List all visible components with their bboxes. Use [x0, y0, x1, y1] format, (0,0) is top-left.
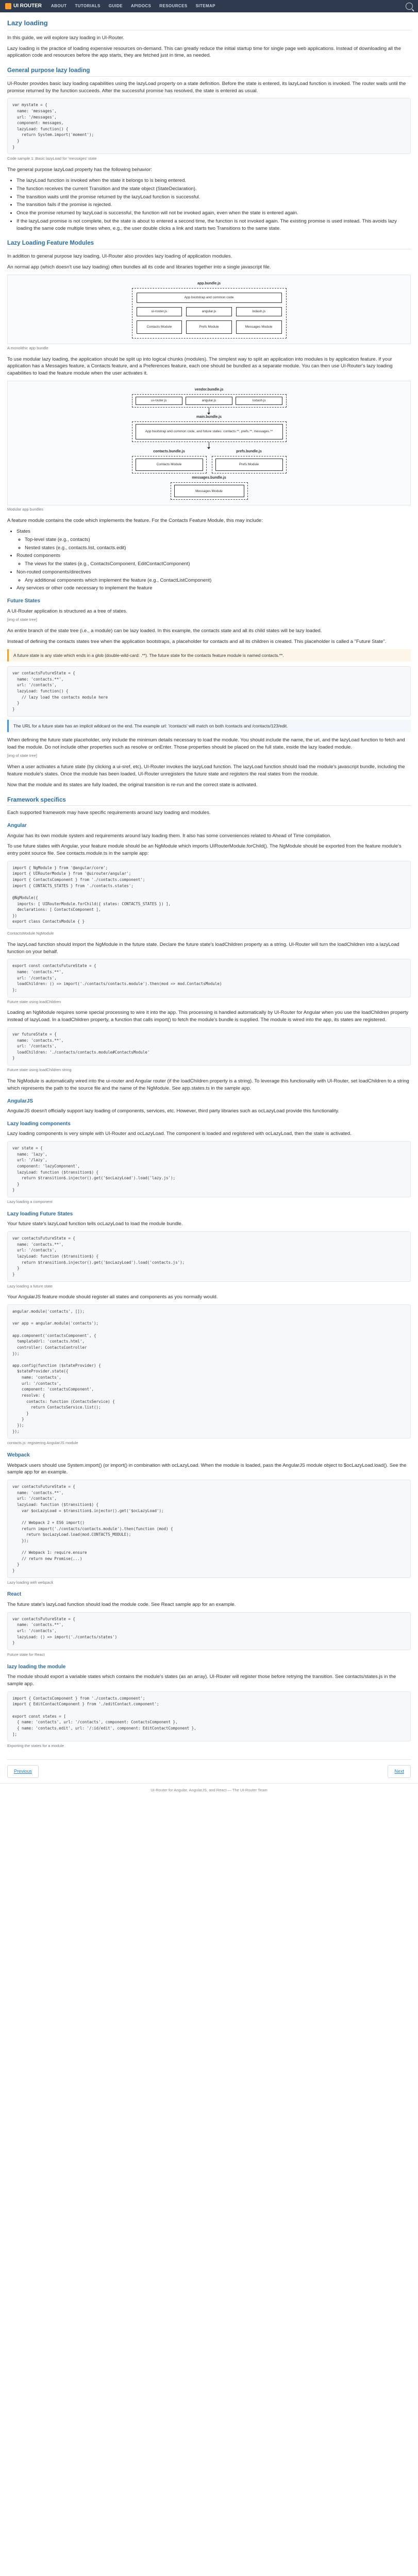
code-block-future-state: var contactsFutureState = { name: 'contacts.**', url: '/contacts', lazyLoad: function() { // lazy load the contacts module here } }	[7, 666, 411, 716]
react-paragraph-1: The future state's lazyLoad function should load the module code. See React sample app for an example.	[7, 1601, 236, 1607]
angular-paragraph-4: Loading an NgModule requires some special processing to wire it into the app. This processing is handled automatically by UI-Router for Angular when you use the loadChildren property instead of lazyLoad. In a loadChildren property, a function that calls import() to fetch the module's bundle is supplied. The module is wired into the app, its states are registered.	[7, 1010, 409, 1023]
nav-link-tutorials[interactable]: TUTORIALS	[75, 4, 101, 9]
webpack-subheading: Webpack	[7, 1452, 30, 1459]
list-item: • If the lazyLoad promise is not complete, but the state is about to entered a second time, the function is not invoked again. The existing promise is used instead. This avoids lazy loading the same code multiple times when, e.g., the user double clicks a link and starts two Transitions to the same state.	[16, 218, 411, 232]
search-icon[interactable]	[406, 3, 413, 10]
webpack-paragraph-1: Webpack users should use System.import() (or import() in combination with ocLazyLoad. When the module is loaded, pass the AngularJS module object to $ocLazyLoad.load(). See the sample app for an example.	[7, 1462, 407, 1476]
list-item: ◦ Top-level state (e.g., contacts)	[25, 536, 411, 544]
lib-box-ui-router: ui-router.js	[136, 397, 182, 405]
nav-links	[51, 3, 215, 9]
lib-box-ui-router: ui-router.js	[137, 307, 182, 316]
section-framework-heading: Framework specifics	[7, 796, 411, 806]
feature-module-contents-list	[16, 528, 411, 592]
general-paragraph-2: The general purpose lazyLoad property has the following behavior:	[7, 167, 152, 173]
future-paragraph-1: A UI-Router application is structured as a tree of states.	[7, 608, 127, 614]
section-future-states-heading: Future States	[7, 598, 40, 604]
list-item	[16, 569, 411, 584]
react-heading: React	[7, 1591, 22, 1598]
caption-lazy-future: Lazy loading a future state	[7, 1283, 53, 1289]
list-item: • Once the promise returned by lazyLoad is successful, the function will not be invoked again, even when the state is entered again.	[16, 210, 411, 217]
nav-link-resources[interactable]: RESOURCES	[159, 4, 188, 9]
modular-bundle-diagram	[7, 381, 411, 506]
nav-link-apidocs[interactable]: APIDOCS	[131, 4, 152, 9]
angularjs-heading: AngularJS	[7, 1098, 34, 1104]
future-paragraph-5: When a user activates a future state (by clicking a ui-sref, etc), UI-Router invokes the lazyLoad function. The lazyLoad function should load the module's javascript bundle, including the feature module's states. Once the module has been loaded, UI-Router unregisters the future state and registers the real states from the module.	[7, 764, 405, 777]
caption-state-tree-2: [img of state tree]	[7, 753, 37, 758]
module-box-messages: Messages Module	[236, 320, 282, 334]
lib-box-angular: angular.js	[186, 307, 232, 316]
angular-paragraph-3: The lazyLoad function should import the NgModule in the future state. Declare the future state's loadChildren property as a string. UI-Router will turn the loadChildren into a lazyLoad function on your behalf.	[7, 941, 399, 955]
angular-paragraph-2: To use future states with Angular, your feature module should be an NgModule which imports UIRouterModule.forChild(). The NgModule should be exported from the feature module's entry point source file. See contacts.module.ts in the sample app:	[7, 843, 402, 857]
pagination	[7, 1759, 411, 1778]
future-state-warning: A future state is any state which ends in a glob (double-wild-card: .**). The future state for the contacts feature module is named contacts.**.	[7, 649, 411, 662]
code-block-angularjs-module: angular.module('contacts', []); var app = angular.module('contacts'); app.component('contactsComponent', { templateUrl: 'contacts.html', controller: ContactsController }); app.config(function ($stateProvider) { $stateProvider.state({ name: 'contacts', url: '/contacts', component: 'contactsComponent', resolve: { contacts: function (ContactsService) { return ContactsService.list(); } } }); });	[7, 1304, 411, 1438]
vendor-bundle-box	[132, 394, 287, 408]
prefs-bundle-label: prefs.bundle.js	[236, 450, 262, 454]
list-item-label: Routed components	[16, 553, 61, 559]
list-item: ◦ Nested states (e.g., contacts.list, contacts.edit)	[25, 545, 411, 552]
module-box-prefs: Prefs Module	[215, 459, 283, 471]
intro-paragraph-2: Lazy loading is the practice of loading expensive resources on-demand. This can greatly reduce the initial startup time for single page web applications. Instead of downloading all the application code and resources before the app starts, they are fetched just in time, as needed.	[7, 45, 401, 59]
future-paragraph-3: Instead of defining the contacts states tree when the application bootstraps, a placeholder for contacts and all its children is created. This placeholder is called a "Future State".	[7, 639, 387, 645]
section-feature-heading: Lazy Loading Feature Modules	[7, 239, 411, 249]
code-block-contacts-module: import { NgModule } from '@angular/core'; import { UIRouterModule } from '@uirouter/angular'; import { ContactsComponent } from './contacts.component'; import { CONTACTS_STATES } from './contacts.states'; @NgModule({ imports: [ UIRouterModule.forChild({ states: CONTACTS_STATES }) ], declarations: [ ContactsComponent ], }) export class ContactsModule { }	[7, 861, 411, 929]
list-item	[16, 528, 411, 551]
previous-page-button[interactable]: Previous	[7, 1765, 39, 1778]
module-box-contacts: Contacts Module	[136, 459, 203, 471]
list-item: • The transition waits until the promise returned by the lazyLoad function is successful.	[16, 194, 411, 201]
future-paragraph-2: An entire branch of the state tree (i.e., a module) can be lazy loaded. In this example, the contacts state and all its child states will be lazy loaded.	[7, 628, 322, 634]
list-item-label: States	[16, 529, 30, 535]
messages-bundle-box	[171, 482, 248, 500]
angularjs-paragraph-1: AngularJS doesn't officially support lazy loading of components, services, etc. However, third party libraries such as ocLazyLoad provide this functionality.	[7, 1108, 340, 1114]
brand-name: UI ROUTER	[13, 3, 42, 9]
caption-react-future: Future state for React	[7, 1652, 45, 1657]
caption-loadchildren-string: Future state using loadChildren string	[7, 1067, 72, 1073]
feature-paragraph-2: An normal app (which doesn't use lazy loading) often bundles all its code and libraries together into a single javascript file.	[7, 264, 271, 270]
list-item: • The function receives the current Transition and the state object (StateDeclaration).	[16, 185, 411, 193]
lib-box-lodash: lodash.js	[236, 307, 282, 316]
list-item: • The transition fails if the promise is rejected.	[16, 201, 411, 209]
messages-bundle-label: messages.bundle.js	[192, 476, 226, 480]
sub-list	[25, 561, 411, 568]
page-footer: UI-Router for Angular, AngularJS, and React — The UI-Router Team	[0, 1783, 418, 1800]
caption-basic-lazyload: Code sample 1: Basic lazyLoad for 'messages' state	[7, 156, 97, 161]
bundle-label: app.bundle.js	[197, 281, 221, 285]
brand-logo[interactable]	[5, 3, 42, 10]
framework-paragraph-1: Each supported framework may have specific requirements around lazy loading and modules.	[7, 810, 211, 816]
general-behavior-list	[16, 177, 411, 232]
main-bundle-label: main.bundle.js	[196, 415, 222, 419]
caption-state-tree-1: [img of state tree]	[7, 617, 37, 622]
page-title: Lazy loading	[7, 19, 411, 30]
angular-paragraph-1: Angular has its own module system and requirements around lazy loading them. It also has some conveniences related to Ahead of Time compilation.	[7, 833, 331, 839]
bootstrap-future-states-box: App bootstrap and common code, and future states: contacts.**, prefs.**, messages.**	[136, 424, 283, 439]
module-box-messages: Messages Module	[174, 485, 244, 497]
feature-paragraph-1: In addition to general purpose lazy loading, UI-Router also provides lazy loading of application modules.	[7, 253, 232, 260]
angularjs-paragraph-3: Your future state's lazyLoad function tells ocLazyLoad to load the module bundle.	[7, 1221, 183, 1227]
caption-loadchildren: Future state using loadChildren	[7, 999, 61, 1004]
list-item: • The lazyLoad function is invoked when the state it belongs to is being entered.	[16, 177, 411, 184]
caption-contacts-module: ContactsModule NgModule	[7, 931, 54, 936]
bootstrap-box: App bootstrap and common code	[137, 293, 282, 303]
angularjs-paragraph-4: Your AngularJS feature module should register all states and components as you normally would.	[7, 1294, 218, 1300]
react-paragraph-2: The module should export a variable states which contains the module's states (as an array). UI-Router will register those before retrying the transition. See contacts/states.js in the sample app.	[7, 1674, 396, 1687]
main-content	[0, 12, 418, 1778]
angularjs-paragraph-2: Lazy loading components is very simple with UI-Router and ocLazyLoad. The component is loaded and registered with ocLazyLoad, then the state is activated.	[7, 1131, 352, 1137]
contacts-bundle-box	[132, 456, 207, 473]
contacts-bundle-label: contacts.bundle.js	[153, 450, 185, 454]
caption-angularjs-module: contacts.js: registering AngularJS module	[7, 1440, 78, 1446]
lib-box-angular: angular.js	[186, 397, 232, 405]
angular-heading: Angular	[7, 823, 27, 828]
list-item: ◦ The views for the states (e.g., ContactsComponent, EditContactComponent)	[25, 561, 411, 568]
code-block-loadchildren: export const contactsFutureState = { name: 'contacts.**', url: '/contacts', loadChildren: () => import('./contacts/contacts.module').then(mod => mod.ContactsModule) };	[7, 959, 411, 997]
nav-link-about[interactable]: ABOUT	[51, 4, 67, 9]
caption-lazy-component: Lazy loading a component	[7, 1199, 53, 1205]
list-item: ◦ Any additional components which implement the feature (e.g., ContactListComponent)	[25, 577, 411, 584]
angularjs-future-subheading: Lazy loading Future States	[7, 1211, 73, 1217]
feature-paragraph-4: A feature module contains the code which implements the feature. For the Contacts Feature Module, this may include:	[7, 518, 263, 524]
list-item	[16, 552, 411, 568]
code-block-lazy-component: var state = { name: 'lazy', url: '/lazy', component: 'lazyComponent', lazyLoad: function ($transition$) { return $transition$.injector().get('$ocLazyLoad').load('lazy.js'); } }	[7, 1141, 411, 1197]
top-navigation	[0, 0, 418, 12]
list-item-label: Non-routed components/directives	[16, 569, 91, 575]
feature-paragraph-3: To use modular lazy loading, the application should be split up into logical chunks (modules). The simplest way to split an application into modules is by application feature. If your application has a Messages feature, a Contacts feature, and a Preferences feature, each one should be bundled as a separate module. You can then use UI-Router's lazy loading capabilities to load the feature module when the user activates it.	[7, 356, 393, 377]
list-item: • Any services or other code necessary to implement the feature	[16, 585, 411, 592]
ui-router-logo-icon	[5, 3, 11, 9]
future-state-url-note: The URL for a future state has an implicit wildcard on the end. The example url: '/contacts' will match on both /contacts and /contacts/123/edit.	[7, 720, 411, 732]
sub-list	[25, 536, 411, 552]
nav-link-sitemap[interactable]: SITEMAP	[195, 4, 215, 9]
prefs-bundle-box	[212, 456, 287, 473]
react-subheading: lazy loading the module	[7, 1664, 66, 1670]
code-block-lazy-future: var contactsFutureState = { name: 'contacts.**', url: '/contacts', lazyLoad: function ($transition$) { return $transition$.injector().get('$ocLazyLoad').load('contacts.js'); } }	[7, 1231, 411, 1281]
code-block-react-future: var contactsFutureState = { name: 'contacts.**', url: '/contacts', lazyLoad: () => import('./contacts/states') }	[7, 1612, 411, 1650]
lib-box-lodash: lodash.js	[236, 397, 282, 405]
caption-webpack: Lazy loading with webpack	[7, 1580, 54, 1585]
app-bundle-box	[132, 288, 287, 338]
future-paragraph-6: Now that the module and its states are fully loaded, the original transition is re-run and the correct state is activated.	[7, 782, 258, 788]
angularjs-components-subheading: Lazy loading components	[7, 1121, 71, 1127]
general-paragraph-1: UI-Router provides basic lazy loading capabilities using the lazyLoad property on a state definition. Before the state is entered, its lazyLoad function is invoked. The router waits until the promise returned by the function succeeds. After the successful promise has resolved, the state is entered as usual.	[7, 80, 406, 94]
caption-monolithic: A monolithic app bundle	[7, 345, 48, 350]
vendor-bundle-label: vendor.bundle.js	[194, 387, 224, 392]
section-general-heading: General purpose lazy loading	[7, 66, 411, 77]
module-box-contacts: Contacts Module	[137, 320, 182, 334]
main-bundle-box	[132, 421, 287, 442]
caption-modular: Modular app bundles	[7, 507, 44, 512]
code-block-basic-lazyload: var mystate = { name: 'messages', url: '/messages', component: messages, lazyLoad: function() { return System.import('moment'); } }	[7, 98, 411, 154]
future-paragraph-4: When defining the future state placeholder, only include the minimum details necessary to load the module. You should include the name, the url, and the lazyLoad function to fetch and load the module. Do not include other properties such as resolve or onEnter. Those properties should be placed on the full state, inside the lazy loaded module.	[7, 737, 405, 750]
code-block-webpack: var contactsFutureState = { name: 'contacts.**', url: '/contacts', lazyLoad: function ($transition$) { var $ocLazyLoad = $transition$.injector().get('$ocLazyLoad'); // Webpack 2 + ES6 import() return import('./contacts/contacts.module').then(function (mod) { return $ocLazyLoad.load(mod.CONTACTS_MODULE); }); // Webpack 1: require.ensure // return new Promise(...) } }	[7, 1480, 411, 1578]
sub-list	[25, 577, 411, 584]
module-box-prefs: Prefs Module	[186, 320, 232, 334]
next-page-button[interactable]: Next	[388, 1765, 411, 1778]
caption-react-states: Exporting the states for a module	[7, 1743, 64, 1749]
code-block-loadchildren-string: var futureState = { name: 'contacts.**', url: '/contacts', loadChildren: './contacts/contacts.module#ContactsModule' }	[7, 1027, 411, 1065]
code-block-react-states: import { ContactsComponent } from './contacts.component'; import { EditContactComponent } from './editContact.component'; export const states = [ { name: 'contacts', url: '/contacts', component: ContactsComponent }, { name: 'contacts.edit', url: '/:id/edit', component: EditContactComponent }, ];	[7, 1691, 411, 1741]
monolithic-bundle-diagram	[7, 275, 411, 344]
nav-link-guide[interactable]: GUIDE	[108, 4, 123, 9]
angular-paragraph-5: The NgModule is automatically wired into the ui-router and Angular router (if the loadChildren property is a string). To leverage this functionality with UI-Router, set loadChildren to a string which represents the path to the source file and the name of the NgModule. See app.states.ts in the sample app.	[7, 1078, 409, 1091]
intro-paragraph-1: In this guide, we will explore lazy loading in UI-Router.	[7, 35, 125, 41]
